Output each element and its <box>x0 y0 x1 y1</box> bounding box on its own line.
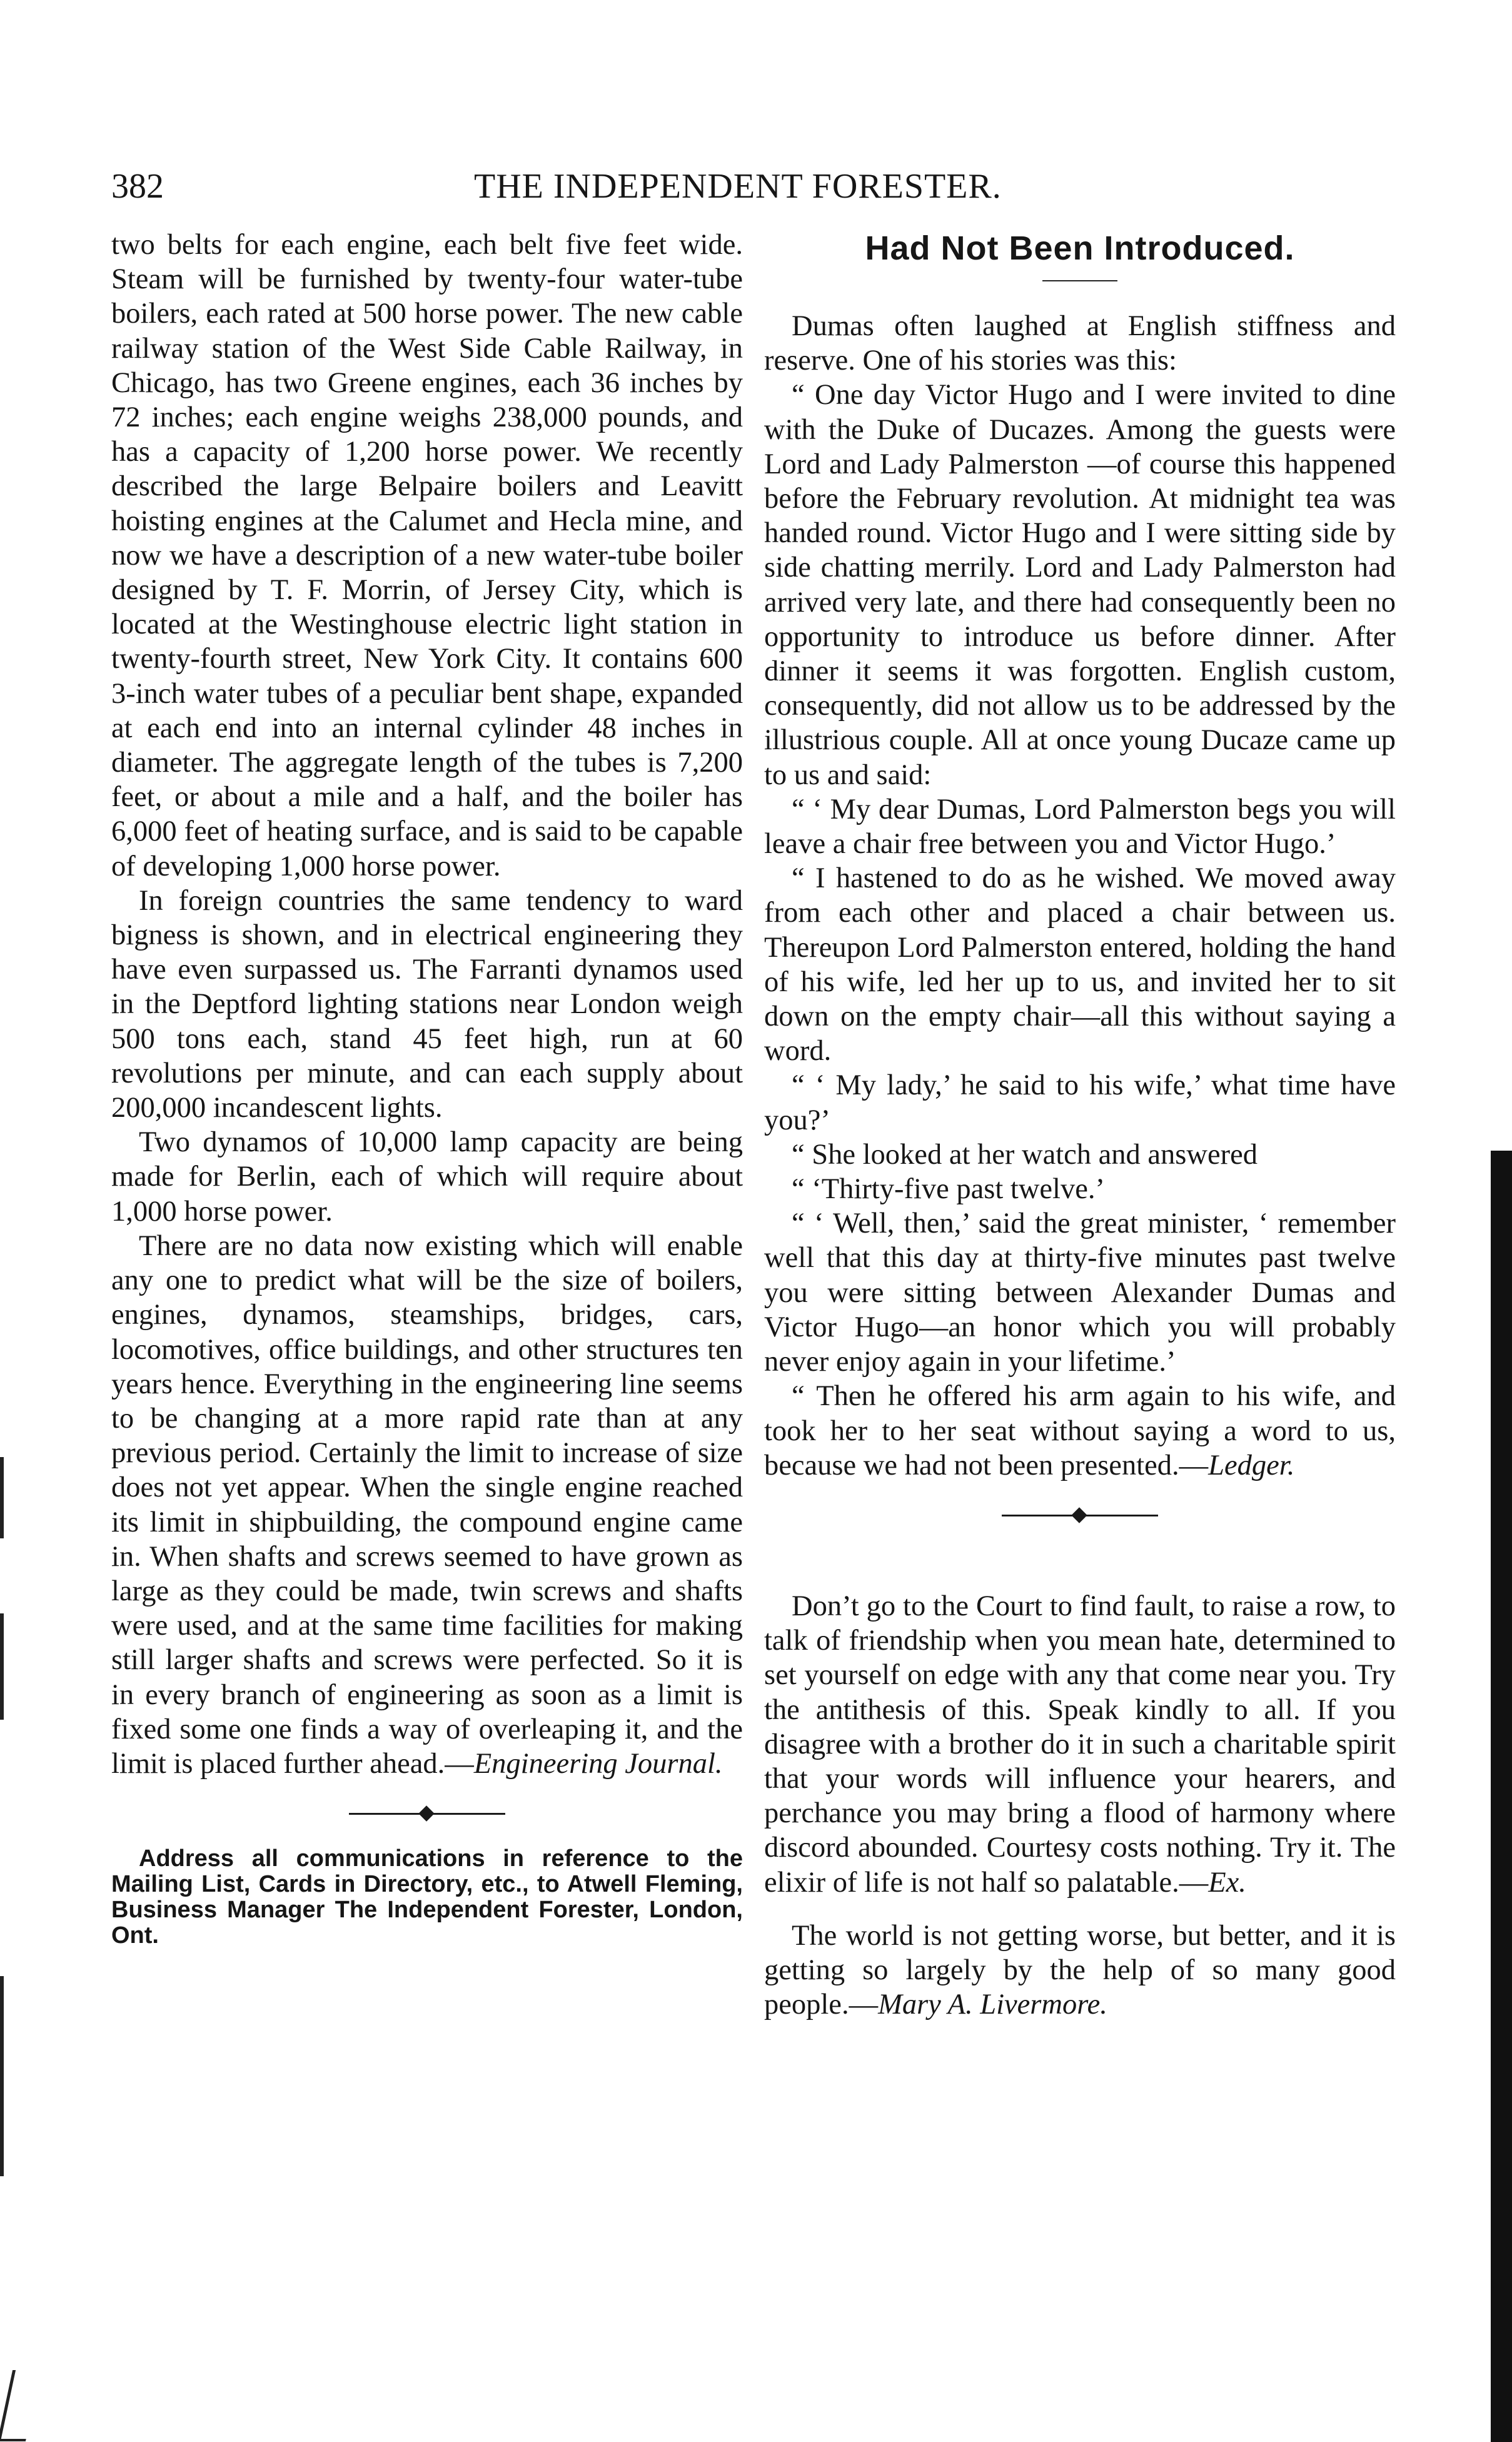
story-paragraph-1: Dumas often laughed at English stiffness and reserve. One of his stories was this: <box>764 310 1396 377</box>
heading-rule <box>1042 280 1117 281</box>
running-head <box>111 161 1374 218</box>
story-paragraph-6: “ She looked at her watch and answered <box>792 1138 1257 1171</box>
page-number: 382 <box>111 167 164 206</box>
story-paragraph-5: “ ‘ My lady,’ he said to his wife,’ what time have you?’ <box>764 1069 1396 1136</box>
court-paragraph-text: Don’t go to the Court to find fault, to raise a row, to talk of friendship when you mean hate, determined to set yourself on edge with any that come near you. Try the antithesis of this. Speak kindly to all. If you disagree with a brother do it in such a charitable spirit that your words will influence your hearers, and perchance you may bring a flood of harmony where discord abounded. Courtesy costs nothing. Try it. The elixir of life is not half so palatable.— <box>764 1590 1396 1899</box>
story-attribution: Ledger. <box>1208 1449 1295 1481</box>
story-paragraph-3: “ ‘ My dear Dumas, Lord Palmerston begs you will leave a chair free between you and Victor Hugo.’ <box>764 793 1396 860</box>
world-attribution: Mary A. Livermore. <box>878 1989 1107 2021</box>
corner-scan-artifact <box>0 2370 41 2441</box>
world-paragraph-text: The world is not getting worse, but better, and it is getting so largely by the help of so many good people.— <box>764 1919 1396 2021</box>
left-column <box>111 228 743 1949</box>
right-column <box>764 228 1396 2022</box>
section-divider <box>349 1806 505 1821</box>
engineering-attribution: Engineering Journal. <box>473 1747 723 1780</box>
story-paragraph-9 <box>764 1379 1396 1483</box>
section-divider-right <box>1002 1508 1158 1523</box>
engineering-paragraph-3: Two dynamos of 10,000 lamp capacity are being made for Berlin, each of which will require about 1,000 horse power. <box>111 1126 743 1228</box>
story-paragraph-7: “ ‘Thirty-five past twelve.’ <box>792 1173 1105 1206</box>
journal-title: THE INDEPENDENT FORESTER. <box>474 167 1002 206</box>
engineering-paragraph-4 <box>111 1229 743 1781</box>
scan-edge-mark <box>0 1613 4 1720</box>
scan-edge-mark <box>0 1976 4 2176</box>
story-paragraph-9-text: “ Then he offered his arm again to his wife, and took her to her seat without saying a word to us, because we had not been presented.— <box>764 1380 1396 1481</box>
mailing-notice: Address all communications in reference to the Mailing List, Cards in Directory, etc., to Atwell Fleming, Business Manager The Independent Forester, London, Ont. <box>111 1845 743 1949</box>
court-attribution: Ex. <box>1208 1866 1246 1899</box>
story-paragraph-2: “ One day Victor Hugo and I were invited to dine with the Duke of Ducazes. Among the guests were Lord and Lady Palmerston —of course this happened before the February revolution. At midnight tea was handed round. Victor Hugo and I were sitting side by side chatting merrily. Lord and Lady Palmerston had arrived very late, and there had consequently been no opportunity to introduce us before dinner. After dinner it seems it was forgotten. English custom, consequently, did not allow us to be addressed by the illustrious couple. All at once young Ducaze came up to us and said: <box>764 379 1396 791</box>
engineering-paragraph-4-text: There are no data now existing which will enable any one to predict what will be the size of boilers, engines, dynamos, steamships, bridges, cars, locomotives, office buildings, and other structures ten years hence. Everything in the engineering line seems to be changing at a more rapid rate than at any previous period. Certainly the limit to increase of size does not yet appear. When the single engine reached its limit in shipbuilding, the compound engine came in. When shafts and screws seemed to have grown as large as they could be made, twin screws and shafts were used, and at the same time facilities for making still larger shafts and screws were perfected. So it is in every branch of engineering as soon as a limit is fixed some one finds a way of overleaping it, and the limit is placed further ahead.— <box>111 1229 743 1780</box>
scan-edge-shadow <box>1491 1151 1512 2442</box>
story-paragraph-8: “ ‘ Well, then,’ said the great minister, ‘ remember well that this day at thirty-five minutes past twelve you were sitting between Alexander Dumas and Victor Hugo—an honor which you will probably never enjoy again in your lifetime.’ <box>764 1208 1396 1378</box>
engineering-paragraph-1: two belts for each engine, each belt five feet wide. Steam will be furnished by twenty-four water-tube boilers, each rated at 500 horse power. The new cable railway station of the West Side Cable Railway, in Chicago, has two Greene engines, each 36 inches by 72 inches; each engine weighs 238,000 pounds, and has a capacity of 1,200 horse power. We recently described the large Belpaire boilers and Leavitt hoisting engines at the Calumet and Hecla mine, and now we have a description of a new water-tube boiler designed by T. F. Morrin, of Jersey City, which is located at the Westinghouse electric light station in twenty-fourth street, New York City. It contains 600 3-inch water tubes of a peculiar bent shape, expanded at each end into an internal cylinder 48 inches in diameter. The aggregate length of the tubes is 7,200 feet, or about a mile and a half, and the boiler has 6,000 feet of heating surface, and is said to be capable of developing 1,000 horse power. <box>111 229 743 882</box>
world-paragraph <box>764 1919 1396 2022</box>
court-paragraph <box>764 1589 1396 1900</box>
story-paragraph-4: “ I hastened to do as he wished. We moved away from each other and placed a chair between us. Thereupon Lord Palmerston entered, holding the hand of his wife, led her up to us, and invited her to sit down on the empty chair—all this without saying a word. <box>764 862 1396 1067</box>
article-heading: Had Not Been Introduced. <box>865 230 1295 267</box>
scan-edge-mark <box>0 1457 4 1538</box>
engineering-paragraph-2: In foreign countries the same tendency to ward bigness is shown, and in electrical engineering they have even surpassed us. The Farranti dynamos used in the Deptford lighting stations near London weigh 500 tons each, stand 45 feet high, run at 60 revolutions per minute, and can each supply about 200,000 incandescent lights. <box>111 884 743 1124</box>
